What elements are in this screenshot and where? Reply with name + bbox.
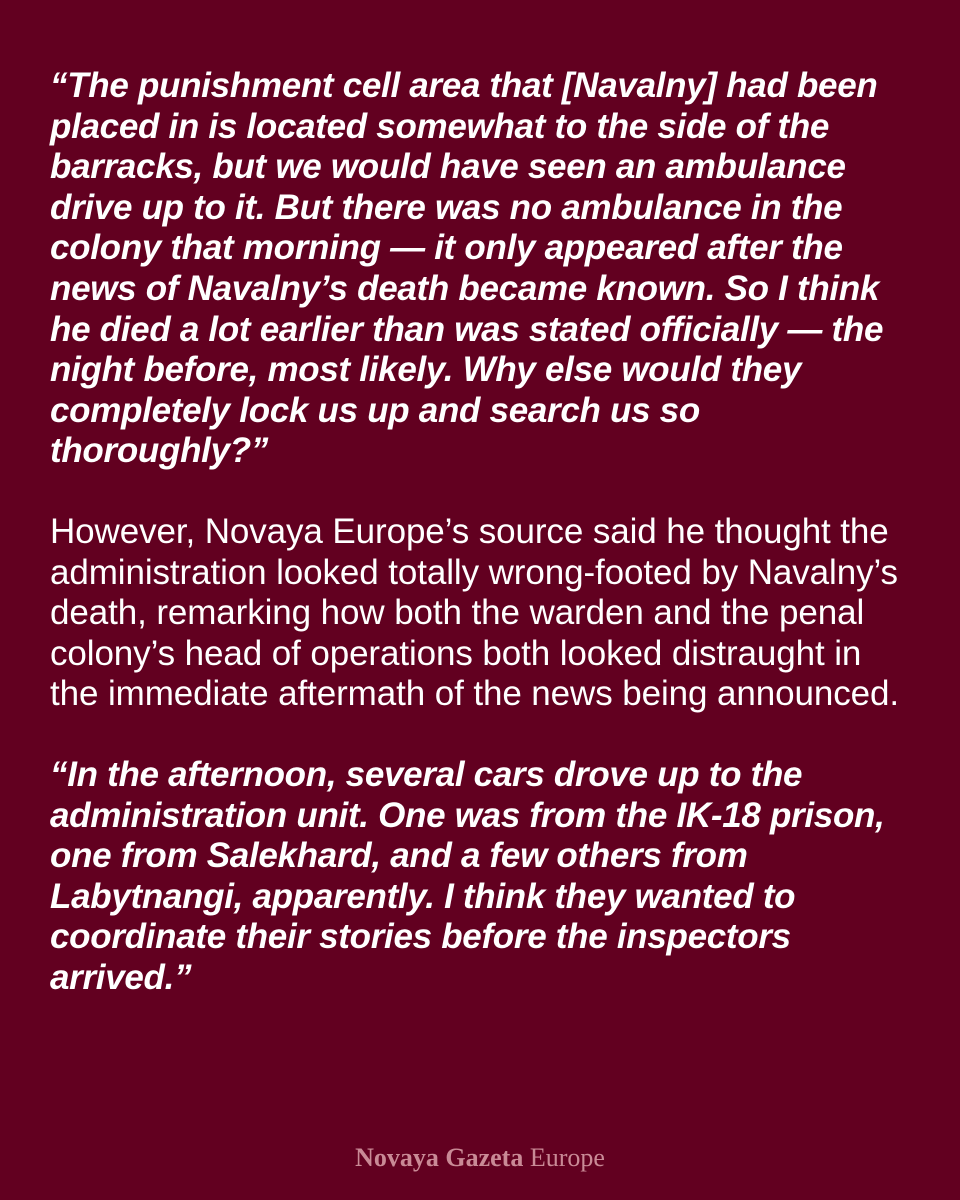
brand-name: Novaya Gazeta <box>355 1143 524 1172</box>
quote-paragraph-1: “The punishment cell area that [Navalny] had been placed in is located somewhat to the side of the barracks, but we would have seen an ambulance drive up to it. But there was no ambulance in the colony that morning — it only appeared after the news of Navalny’s death became known. So I think he died a lot earlier than was stated officially — the night before, most likely. Why else would they completely lock us up and search us so thoroughly?” <box>50 66 884 471</box>
brand-logo <box>0 1140 960 1176</box>
brand-region: Europe <box>529 1143 605 1172</box>
body-paragraph: However, Novaya Europe’s source said he thought the administration looked totally wrong-footed by Navalny’s death, remarking how both the warden and the penal colony’s head of operations both looked distraught in the immediate aftermath of the news being announced. <box>50 511 899 714</box>
quote-paragraph-2: “In the afternoon, several cars drove up to the administration unit. One was from the IK-18 prison, one from Salekhard, and a few others from Labytnangi, apparently. I think they wanted to coordinate their stories before the inspectors arrived.” <box>50 754 885 997</box>
